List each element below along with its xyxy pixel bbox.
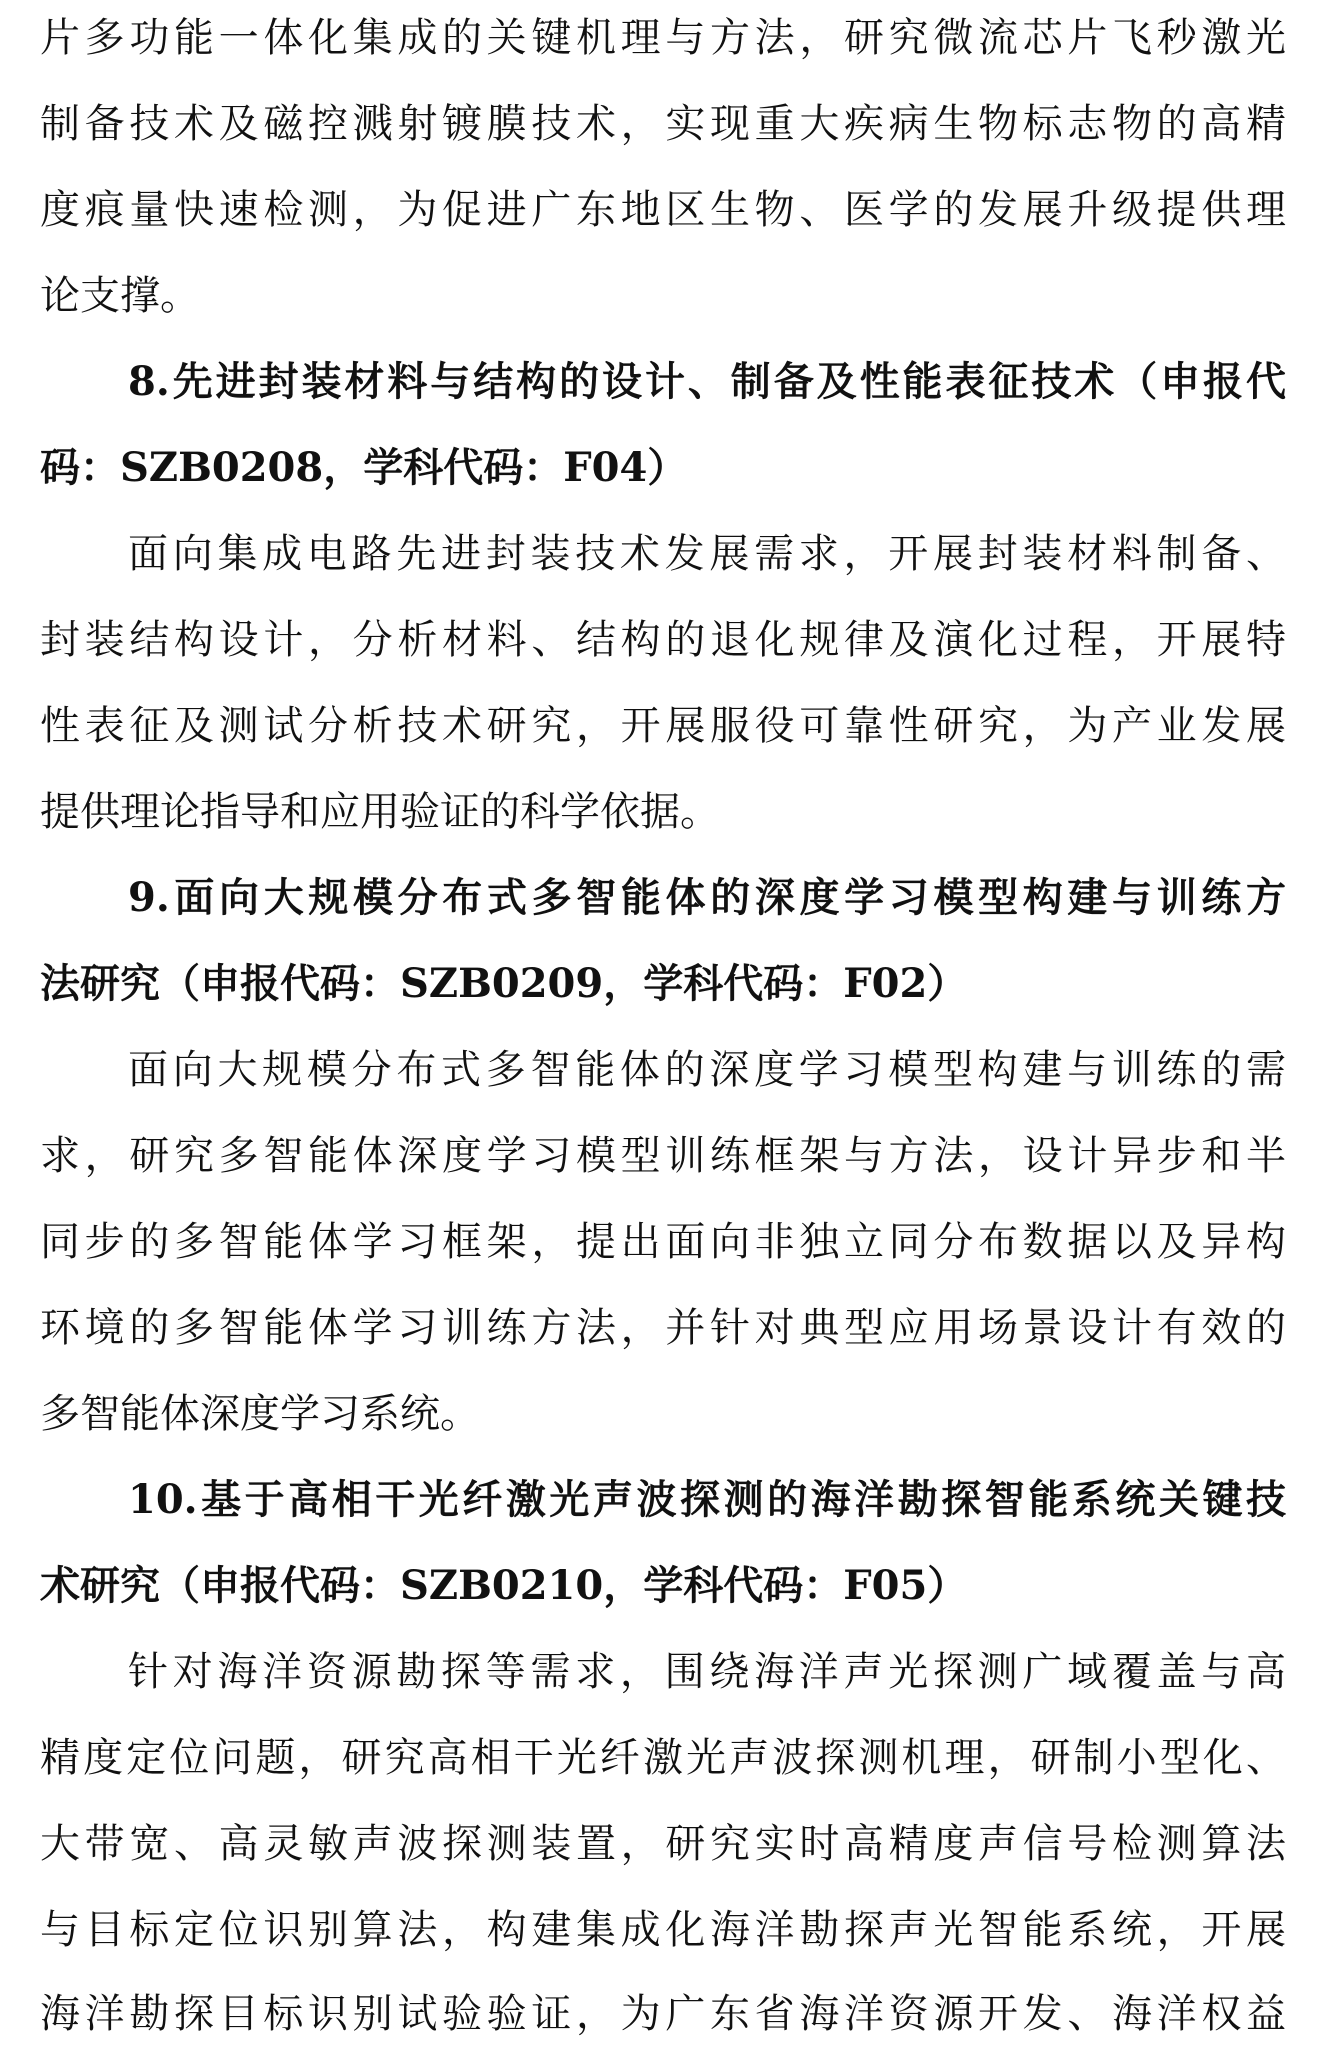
paragraph-line: 片多功能一体化集成的关键机理与方法，研究微流芯片飞秒激光 xyxy=(40,15,1286,61)
paragraph-line: 性表征及测试分析技术研究，开展服役可靠性研究，为产业发展 xyxy=(40,703,1286,749)
section-heading-9: 9.面向大规模分布式多智能体的深度学习模型构建与训练方 xyxy=(128,874,1286,921)
paragraph-line: 精度定位问题，研究高相干光纤激光声波探测机理，研制小型化、 xyxy=(40,1735,1286,1781)
paragraph-line: 与目标定位识别算法，构建集成化海洋勘探声光智能系统，开展 xyxy=(40,1907,1286,1953)
paragraph-line: 环境的多智能体学习训练方法，并针对典型应用场景设计有效的 xyxy=(40,1305,1286,1351)
paragraph-line: 面向大规模分布式多智能体的深度学习模型构建与训练的需 xyxy=(128,1047,1286,1093)
section-heading-10-code: 术研究（申报代码：SZB0210，学科代码：F05） xyxy=(40,1562,968,1609)
paragraph-line: 针对海洋资源勘探等需求，围绕海洋声光探测广域覆盖与高 xyxy=(128,1649,1286,1695)
section-heading-10: 10.基于高相干光纤激光声波探测的海洋勘探智能系统关键技 xyxy=(128,1476,1286,1523)
paragraph-line: 多智能体深度学习系统。 xyxy=(40,1391,480,1437)
paragraph-line: 封装结构设计，分析材料、结构的退化规律及演化过程，开展特 xyxy=(40,617,1286,663)
section-heading-8-code: 码：SZB0208，学科代码：F04） xyxy=(40,444,688,491)
paragraph-line: 大带宽、高灵敏声波探测装置，研究实时高精度声信号检测算法 xyxy=(40,1821,1286,1867)
paragraph-line: 面向集成电路先进封装技术发展需求，开展封装材料制备、 xyxy=(128,531,1286,577)
paragraph-line: 度痕量快速检测，为促进广东地区生物、医学的发展升级提供理 xyxy=(40,187,1286,233)
paragraph-line: 海洋勘探目标识别试验验证，为广东省海洋资源开发、海洋权益 xyxy=(40,1991,1286,2037)
section-heading-8: 8.先进封装材料与结构的设计、制备及性能表征技术（申报代 xyxy=(128,358,1286,405)
paragraph-line: 制备技术及磁控溅射镀膜技术，实现重大疾病生物标志物的高精 xyxy=(40,101,1286,147)
paragraph-line: 同步的多智能体学习框架，提出面向非独立同分布数据以及异构 xyxy=(40,1219,1286,1265)
paragraph-line: 提供理论指导和应用验证的科学依据。 xyxy=(40,789,720,835)
section-heading-9-code: 法研究（申报代码：SZB0209，学科代码：F02） xyxy=(40,960,968,1007)
paragraph-line: 求，研究多智能体深度学习模型训练框架与方法，设计异步和半 xyxy=(40,1133,1286,1179)
paragraph-line: 论支撑。 xyxy=(40,273,200,319)
